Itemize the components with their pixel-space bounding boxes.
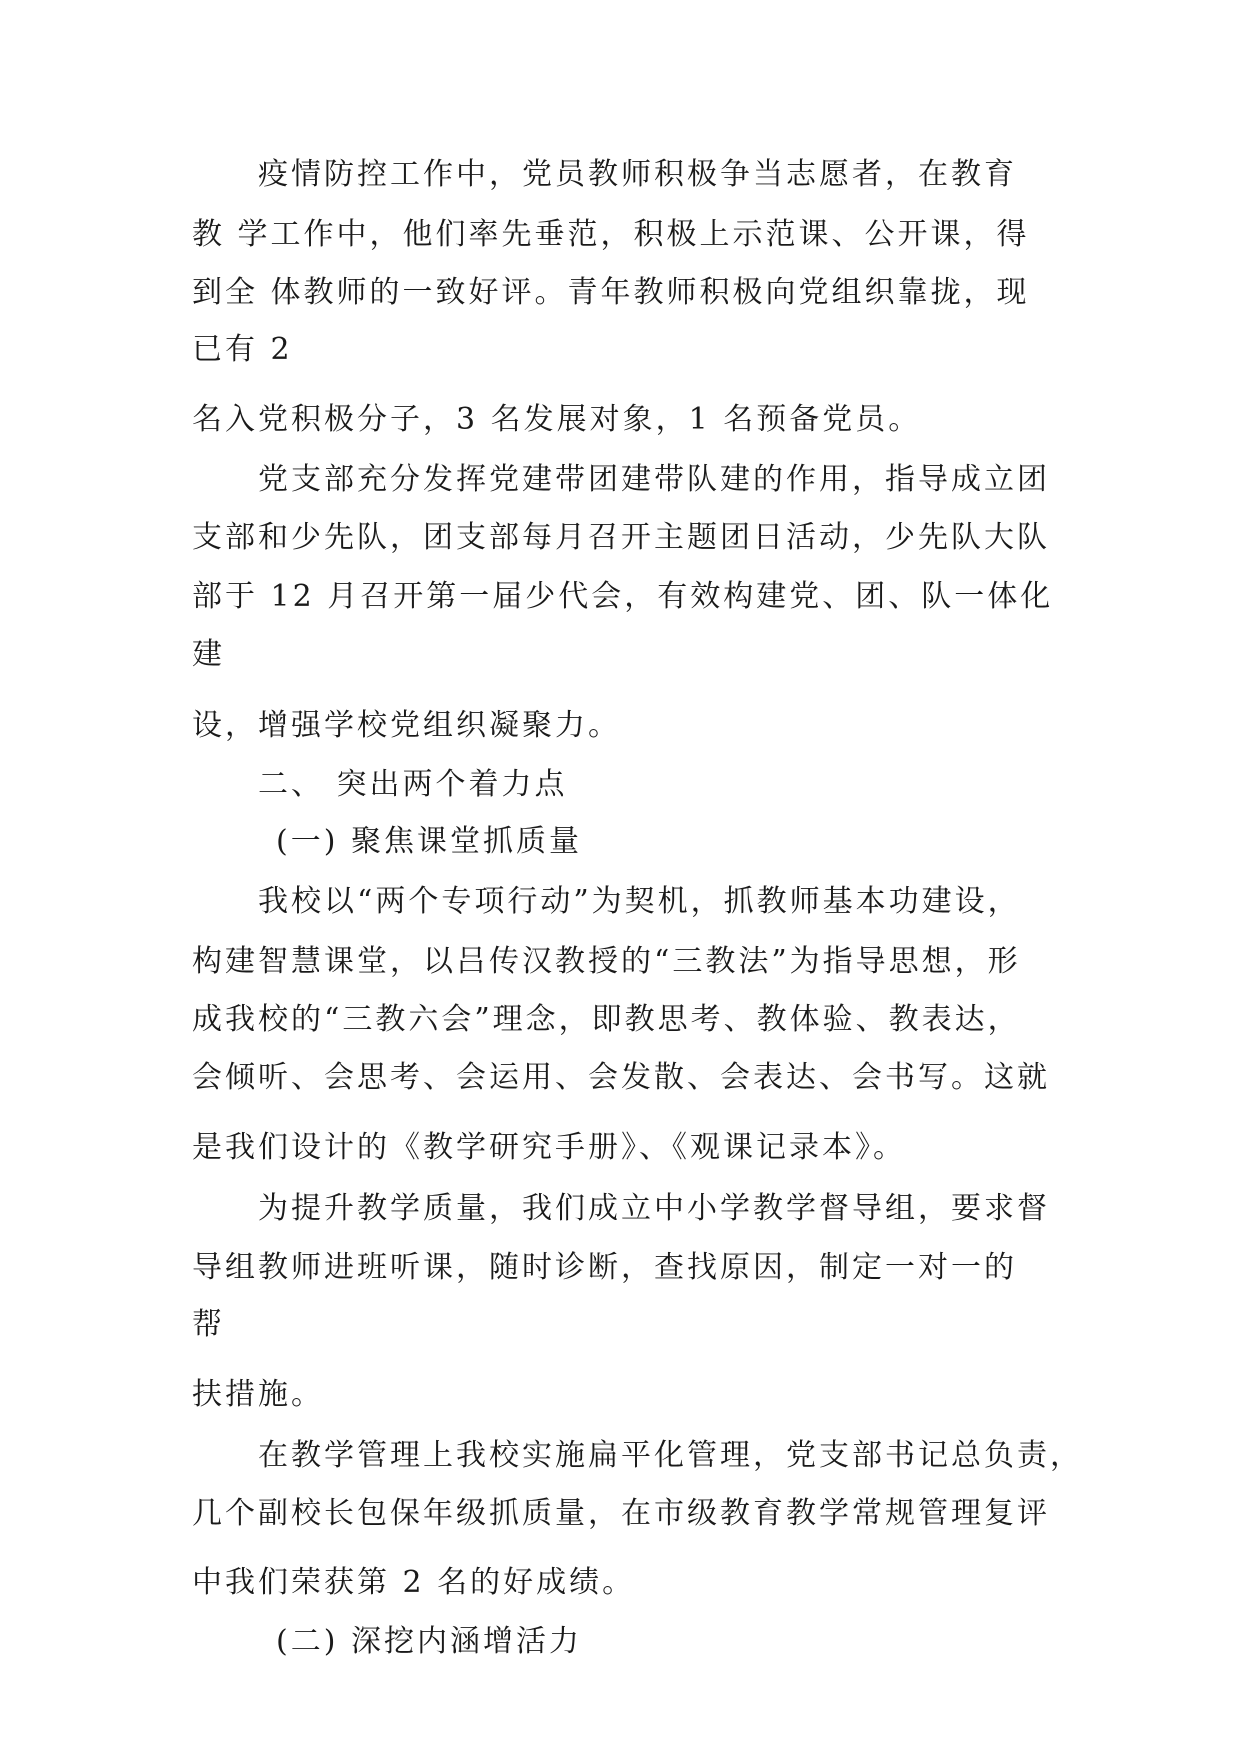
paragraph-line: 建: [192, 637, 225, 672]
section-heading: 二、 突出两个着力点: [258, 767, 568, 802]
paragraph-line: 我校以“两个专项行动”为契机，抓教师基本功建设，: [258, 884, 1021, 919]
subsection-heading: (一) 聚焦课堂抓质量: [276, 824, 582, 859]
paragraph-line: 在教学管理上我校实施扁平化管理，党支部书记总负责，: [258, 1438, 1083, 1473]
paragraph-line: 帮: [192, 1307, 225, 1342]
paragraph-line: 名入党积极分子，3 名发展对象，1 名预备党员。: [192, 402, 922, 437]
paragraph-line: 设，增强学校党组织凝聚力。: [192, 708, 621, 743]
paragraph-line: 教 学工作中，他们率先垂范，积极上示范课、公开课，得: [192, 217, 1030, 252]
paragraph-line: 部于 12 月召开第一届少代会，有效构建党、团、队一体化: [192, 579, 1054, 614]
paragraph-line: 已有 2: [192, 332, 293, 367]
paragraph-line: 成我校的“三教六会”理念，即教思考、教体验、教表达，: [192, 1002, 1021, 1037]
paragraph-line: 构建智慧课堂，以吕传汉教授的“三教法”为指导思想，形: [192, 944, 1021, 979]
paragraph-line: 会倾听、会思考、会运用、会发散、会表达、会书写。这就: [192, 1060, 1050, 1095]
paragraph-line: 为提升教学质量，我们成立中小学教学督导组，要求督: [258, 1191, 1050, 1226]
paragraph-line: 扶措施。: [192, 1377, 324, 1412]
paragraph-line: 到全 体教师的一致好评。青年教师积极向党组织靠拢，现: [192, 275, 1030, 310]
paragraph-line: 疫情防控工作中，党员教师积极争当志愿者，在教育: [258, 157, 1017, 192]
paragraph-line: 支部和少先队，团支部每月召开主题团日活动，少先队大队: [192, 520, 1050, 555]
paragraph-line: 党支部充分发挥党建带团建带队建的作用，指导成立团: [258, 462, 1050, 497]
paragraph-line: 几个副校长包保年级抓质量，在市级教育教学常规管理复评: [192, 1496, 1050, 1531]
paragraph-line: 中我们荣获第 2 名的好成绩。: [192, 1565, 636, 1600]
paragraph-line: 导组教师进班听课，随时诊断，查找原因，制定一对一的: [192, 1250, 1017, 1285]
subsection-heading: (二) 深挖内涵增活力: [276, 1624, 582, 1659]
paragraph-line: 是我们设计的《教学研究手册》、《观课记录本》。: [192, 1130, 906, 1165]
